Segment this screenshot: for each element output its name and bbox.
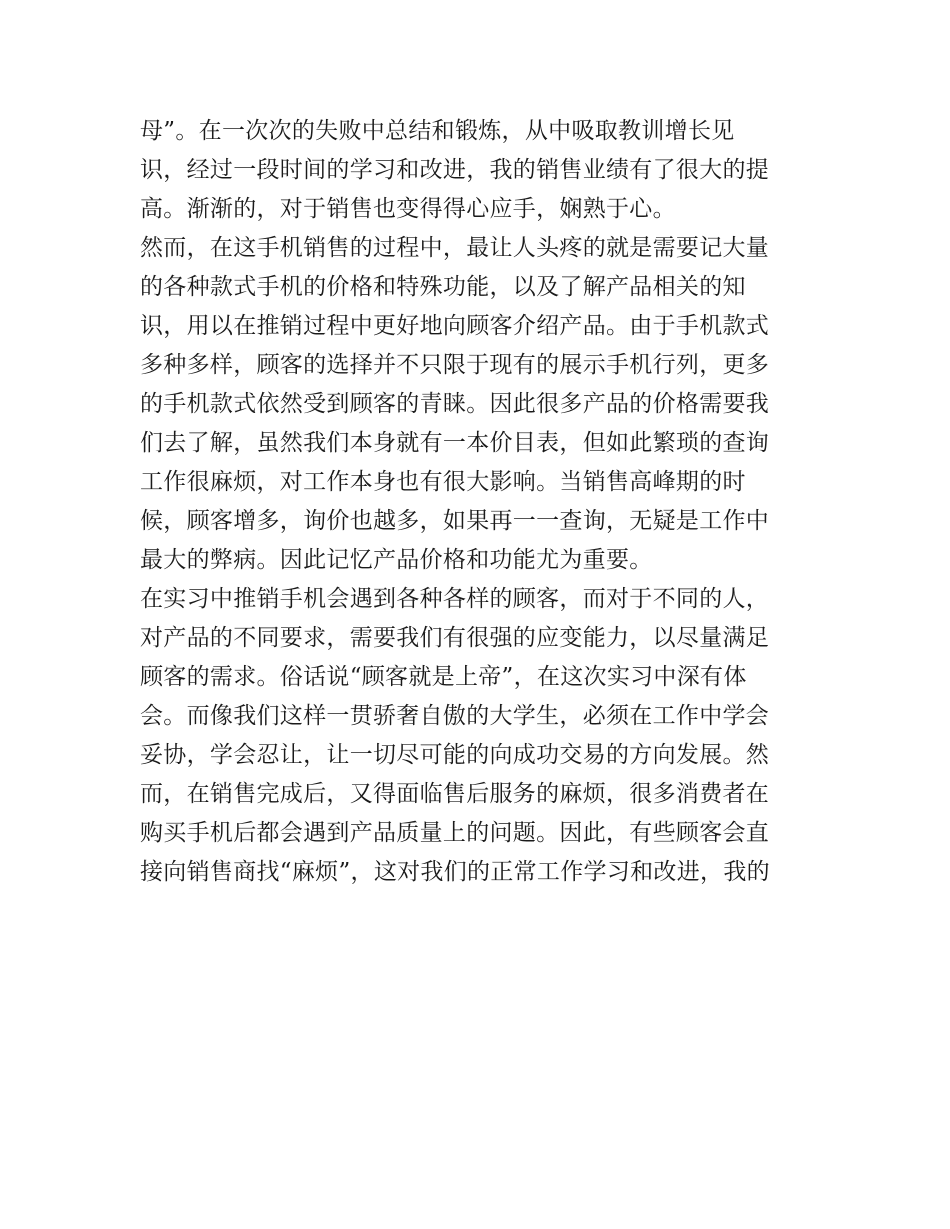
text-line: 工作很麻烦，对工作本身也有很大影响。当销售高峰期的时 — [140, 469, 746, 495]
text-line: 在实习中推销手机会遇到各种各样的顾客，而对于不同的人， — [140, 586, 770, 612]
text-line: 会。而像我们这样一贯骄奢自傲的大学生，必须在工作中学会 — [140, 703, 770, 729]
text-line: 购买手机后都会遇到产品质量上的问题。因此，有些顾客会直 — [140, 820, 770, 846]
text-line: 对产品的不同要求，需要我们有很强的应变能力，以尽量满足 — [140, 625, 770, 651]
text-line: 候，顾客增多，询价也越多，如果再一一查询，无疑是工作中 — [140, 508, 770, 534]
body-text — [140, 112, 820, 892]
text-line: 的手机款式依然受到顾客的青睐。因此很多产品的价格需要我 — [140, 391, 770, 417]
text-line: 们去了解，虽然我们本身就有一本价目表，但如此繁琐的查询 — [140, 430, 770, 456]
text-line: 母”。在一次次的失败中总结和锻炼，从中吸取教训增长见 — [140, 118, 735, 144]
text-line: 妥协，学会忍让，让一切尽可能的向成功交易的方向发展。然 — [140, 742, 770, 768]
text-line: 多种多样，顾客的选择并不只限于现有的展示手机行列，更多 — [140, 352, 770, 378]
text-line: 的各种款式手机的价格和特殊功能，以及了解产品相关的知 — [140, 274, 746, 300]
text-line: 而，在销售完成后，又得面临售后服务的麻烦，很多消费者在 — [140, 781, 770, 807]
text-line: 然而，在这手机销售的过程中，最让人头疼的就是需要记大量 — [140, 235, 770, 261]
text-line: 识，用以在推销过程中更好地向顾客介绍产品。由于手机款式 — [140, 313, 770, 339]
text-line: 识，经过一段时间的学习和改进，我的销售业绩有了很大的提 — [140, 157, 770, 183]
text-line: 高。渐渐的，对于销售也变得得心应手，娴熟于心。 — [140, 196, 676, 222]
text-line: 顾客的需求。俗话说“顾客就是上帝”，在这次实习中深有体 — [140, 664, 747, 690]
text-line: 最大的弊病。因此记忆产品价格和功能尤为重要。 — [140, 547, 653, 573]
text-line: 接向销售商找“麻烦”，这对我们的正常工作学习和改进，我的 — [140, 859, 770, 885]
